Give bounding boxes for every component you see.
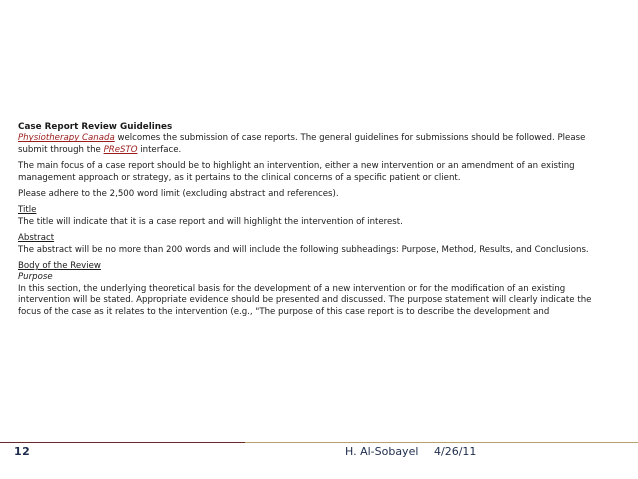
intro-paragraph	[18, 133, 620, 144]
footer-rule	[0, 442, 638, 443]
presto-link[interactable]: PReSTO	[103, 144, 138, 155]
footer-date: 4/26/11	[434, 445, 477, 458]
footer-author: H. Al-Sobayel	[345, 445, 419, 458]
document-excerpt	[18, 122, 620, 376]
intro-text-3: interface.	[137, 144, 182, 155]
title-text: The title will indicate that it is a case report and will highlight the intervention of interest.	[18, 216, 403, 227]
abstract-text: The abstract will be no more than 200 words and will include the following subheadings: Purpose, Method, Results, and Conclusions.	[18, 244, 589, 255]
journal-link[interactable]: Physiotherapy Canada	[18, 133, 115, 144]
focus-line-2: management approach or strategy, as it pertains to the clinical concerns of a specific patient or client.	[18, 172, 461, 183]
intro-text-2: submit through the	[18, 144, 104, 155]
slide-footer	[0, 442, 638, 464]
focus-line-1: The main focus of a case report should be to highlight an intervention, either a new intervention or an amendment of an existing	[18, 161, 575, 172]
title-heading: Title	[18, 205, 37, 216]
crop-mask	[18, 369, 620, 376]
purpose-line-3: focus of the case as it relates to the intervention (e.g., "The purpose of this case report is to describe the development and	[18, 306, 550, 317]
abstract-heading: Abstract	[18, 233, 55, 244]
word-limit-text: Please adhere to the 2,500 word limit (excluding abstract and references).	[18, 189, 339, 200]
intro-text: welcomes the submission of case reports. The general guidelines for submissions should be followed. Please	[114, 133, 586, 144]
purpose-line-2: intervention will be stated. Appropriate evidence should be presented and discussed. The purpose statement will clearly indicate the	[18, 295, 592, 306]
body-heading: Body of the Review	[18, 261, 101, 272]
document-title: Case Report Review Guidelines	[18, 122, 173, 132]
purpose-subheading: Purpose	[18, 272, 53, 283]
purpose-line-1: In this section, the underlying theoretical basis for the development of a new intervention or for the modification of an existing	[18, 283, 566, 294]
slide-number: 12	[14, 445, 31, 458]
intro-paragraph-cont	[18, 145, 620, 156]
